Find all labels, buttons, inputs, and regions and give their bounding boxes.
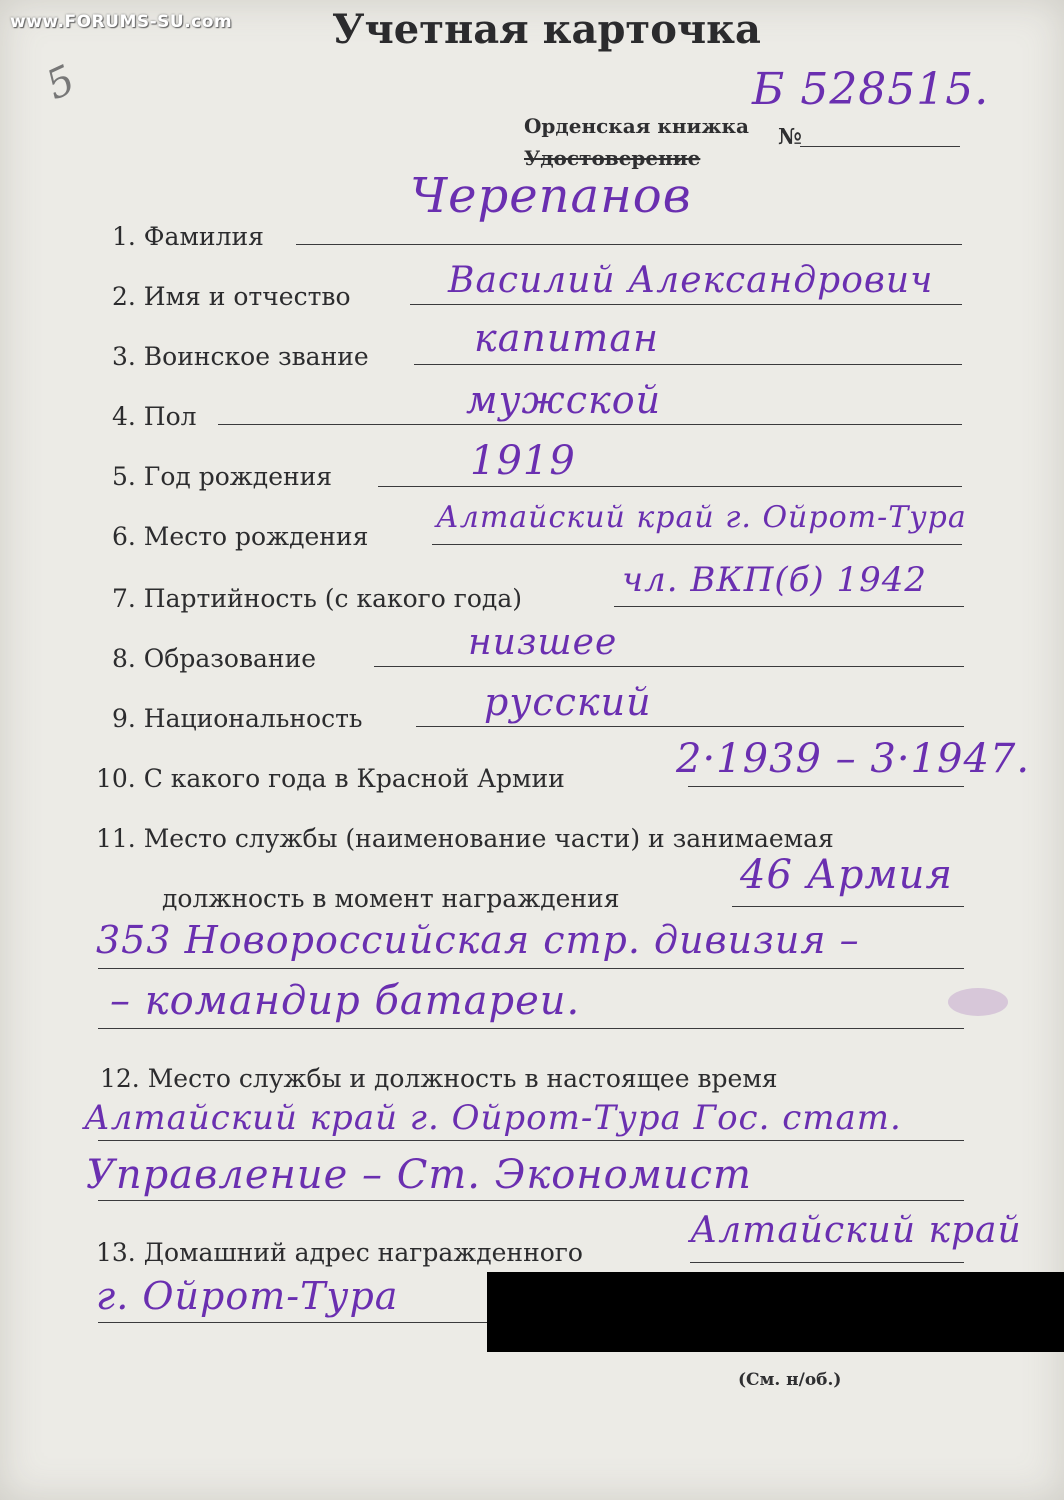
field-1-line (296, 244, 962, 245)
field-13-line-1 (690, 1262, 964, 1263)
field-6-line (432, 544, 962, 545)
field-12-label: 12. Место службы и должность в настоящее время (100, 1064, 778, 1093)
field-2-line (410, 304, 962, 305)
field-11-sub-label: должность в момент награждения (162, 884, 620, 913)
watermark: www.FORUMS-SU.com (10, 12, 233, 32)
field-3-value: капитан (474, 316, 660, 360)
field-6-label: 6. Место рождения (112, 522, 369, 551)
field-11-line-3 (98, 1028, 964, 1029)
field-13-value-2: г. Ойрот-Тура (96, 1274, 399, 1318)
field-9-label: 9. Национальность (112, 704, 363, 733)
field-11-value-2: 353 Новороссийская стр. дивизия – (96, 918, 860, 962)
field-4-value: мужской (466, 378, 662, 422)
field-5-value: 1919 (470, 438, 576, 484)
field-8-value: низшее (468, 622, 618, 663)
field-9-line (416, 726, 964, 727)
field-11-line (732, 906, 964, 907)
field-12-value-1: Алтайский край г. Ойрот-Тура Гос. стат. (84, 1098, 902, 1138)
field-12-line-2 (98, 1200, 964, 1201)
number-value: Б 528515. (752, 64, 990, 115)
footnote: (См. н/об.) (738, 1370, 842, 1390)
card-title: Учетная карточка (332, 6, 761, 53)
field-4-label: 4. Пол (112, 402, 197, 431)
field-12-line-1 (98, 1140, 964, 1141)
field-11-value: 46 Армия (740, 852, 953, 898)
pencil-note: 5 (39, 56, 82, 110)
field-1-label: 1. Фамилия (112, 222, 264, 251)
number-line (800, 146, 960, 147)
field-7-label: 7. Партийность (с какого года) (112, 584, 522, 613)
field-10-label: 10. С какого года в Красной Армии (96, 764, 565, 793)
field-5-line (378, 486, 962, 487)
field-5-label: 5. Год рождения (112, 462, 333, 491)
field-9-value: русский (484, 680, 652, 724)
field-12-value-2: Управление – Ст. Экономист (86, 1152, 752, 1198)
field-13-value-1: Алтайский край (690, 1210, 1022, 1251)
redaction-box (487, 1272, 1064, 1352)
field-7-line (614, 606, 964, 607)
field-3-label: 3. Воинское звание (112, 342, 369, 371)
field-8-label: 8. Образование (112, 644, 317, 673)
field-10-line (688, 786, 964, 787)
ink-stain (948, 988, 1008, 1016)
field-2-label: 2. Имя и отчество (112, 282, 351, 311)
field-11-label: 11. Место службы (наименование части) и занимаемая (96, 824, 834, 853)
field-7-value: чл. ВКП(б) 1942 (622, 560, 927, 600)
field-2-value: Василий Александрович (448, 260, 934, 301)
field-8-line (374, 666, 964, 667)
field-13-label: 13. Домашний адрес награжденного (96, 1238, 583, 1267)
field-10-value: 2·1939 – 3·1947. (676, 736, 1031, 782)
certificate-label: Удостоверение (524, 146, 701, 170)
field-3-line (414, 364, 962, 365)
field-6-value: Алтайский край г. Ойрот-Тура (436, 500, 967, 535)
field-1-value: Черепанов (410, 168, 692, 224)
number-label: № (778, 124, 802, 150)
field-4-line (218, 424, 962, 425)
order-book-label: Орденская книжка (524, 114, 749, 138)
field-11-value-3: – командир батареи. (110, 978, 581, 1024)
field-11-line-2 (98, 968, 964, 969)
